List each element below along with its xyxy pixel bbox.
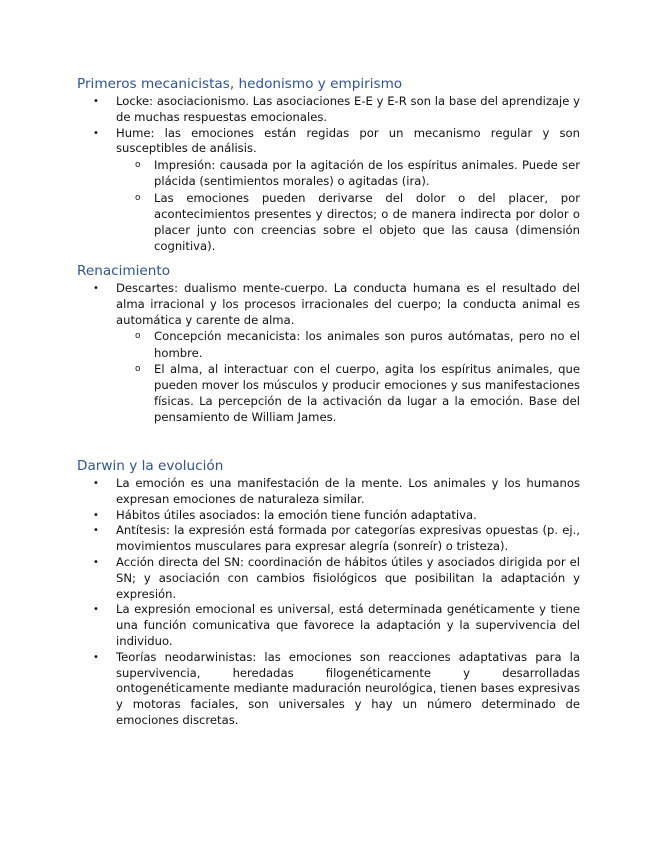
bullet-icon: • <box>93 478 99 489</box>
bullet-list <box>77 281 580 328</box>
list-item <box>77 602 580 649</box>
sub-list-item <box>116 361 580 426</box>
bullet-icon: • <box>93 127 99 139</box>
bullet-icon: • <box>93 556 99 568</box>
section-heading: Renacimiento <box>77 263 171 279</box>
list-item-text: Hume: las emociones están regidas por un mecanismo regular y son susceptibles de análisis. <box>116 125 580 156</box>
bullet-icon: • <box>93 283 99 294</box>
sub-list-item-text: El alma, al interactuar con el cuerpo, agita los espíritus animales, que pueden mover los músculos y producir emociones y sus manifestaciones físicas. La percepción de la activación da lugar a la emoción. Base del pensamiento de William James. <box>154 361 580 425</box>
list-item-text: La expresión emocional es universal, está determinada genéticamente y tiene una función comunicativa que favorece la adaptación y la supervivencia del individuo. <box>116 602 580 648</box>
list-item <box>77 650 580 729</box>
list-item-text: Teorías neodarwinistas: las emociones son reacciones adaptativas para la supervivencia, heredadas filogenéticamente y desarrolladas ontogenéticamente mediante maduración neurológica, tienen bases expresivas y motoras faciales, son universales y hay un número determinado de emociones discretas. <box>116 649 580 727</box>
bullet-icon: • <box>93 96 99 107</box>
list-item <box>77 508 580 524</box>
sub-list-item <box>116 157 580 189</box>
list-item-text: La emoción es una manifestación de la mente. Los animales y los humanos expresan emociones de naturaleza similar. <box>116 476 580 506</box>
section-darwin <box>77 458 580 729</box>
circle-bullet-icon: o <box>135 331 141 342</box>
sub-bullet-list <box>77 157 580 254</box>
bullet-list <box>77 94 580 157</box>
sub-bullet-list <box>77 328 580 425</box>
circle-bullet-icon: o <box>135 160 141 171</box>
section-heading: Primeros mecanicistas, hedonismo y empirismo <box>77 76 403 92</box>
list-item <box>77 476 580 508</box>
sub-list-item <box>116 328 580 360</box>
bullet-icon: • <box>93 651 99 663</box>
list-item-text: Hábitos útiles asociados: la emoción tiene función adaptativa. <box>116 507 477 522</box>
bullet-icon: • <box>93 604 99 616</box>
circle-bullet-icon: o <box>135 363 141 374</box>
circle-bullet-icon: o <box>135 192 141 203</box>
list-item-text: Descartes: dualismo mente-cuerpo. La conducta humana es el resultado del alma irracional y los procesos irracionales del cuerpo; la conducta animal es automática y carente de alma. <box>116 281 580 327</box>
list-item-text: Acción directa del SN: coordinación de hábitos útiles y asociados dirigida por el SN; y asociación con cambios fisiológicos que posibilitan la adaptación y expresión. <box>116 554 580 601</box>
section-heading: Darwin y la evolución <box>77 458 224 474</box>
section-primeros-mecanicistas <box>77 76 580 254</box>
sub-list-item-text: Las emociones pueden derivarse del dolor o del placer, por acontecimientos presentes y directos; o de manera indirecta por dolor o placer junto con creencias sobre el objeto que las causa (dimensión cognitiva). <box>154 190 580 254</box>
list-item <box>77 523 580 555</box>
sub-list-item <box>116 190 580 255</box>
bullet-icon: • <box>93 525 99 537</box>
sub-list-item-text: Concepción mecanicista: los animales son puros autómatas, pero no el hombre. <box>154 329 580 360</box>
list-item <box>77 281 580 328</box>
list-item-text: Locke: asociacionismo. Las asociaciones E-E y E-R son la base del aprendizaje y de muchas respuestas emocionales. <box>116 94 580 124</box>
list-item <box>77 94 580 126</box>
bullet-icon: • <box>93 509 99 521</box>
list-item <box>77 126 580 158</box>
list-item-text: Antítesis: la expresión está formada por categorías expresivas opuestas (p. ej., movimientos musculares para expresar alegría (sonreír) o tristeza). <box>116 523 580 554</box>
sub-list-item-text: Impresión: causada por la agitación de los espíritus animales. Puede ser plácida (sentimientos morales) o agitadas (ira). <box>154 158 580 189</box>
section-renacimiento <box>77 263 580 426</box>
bullet-list <box>77 476 580 729</box>
list-item <box>77 555 580 602</box>
